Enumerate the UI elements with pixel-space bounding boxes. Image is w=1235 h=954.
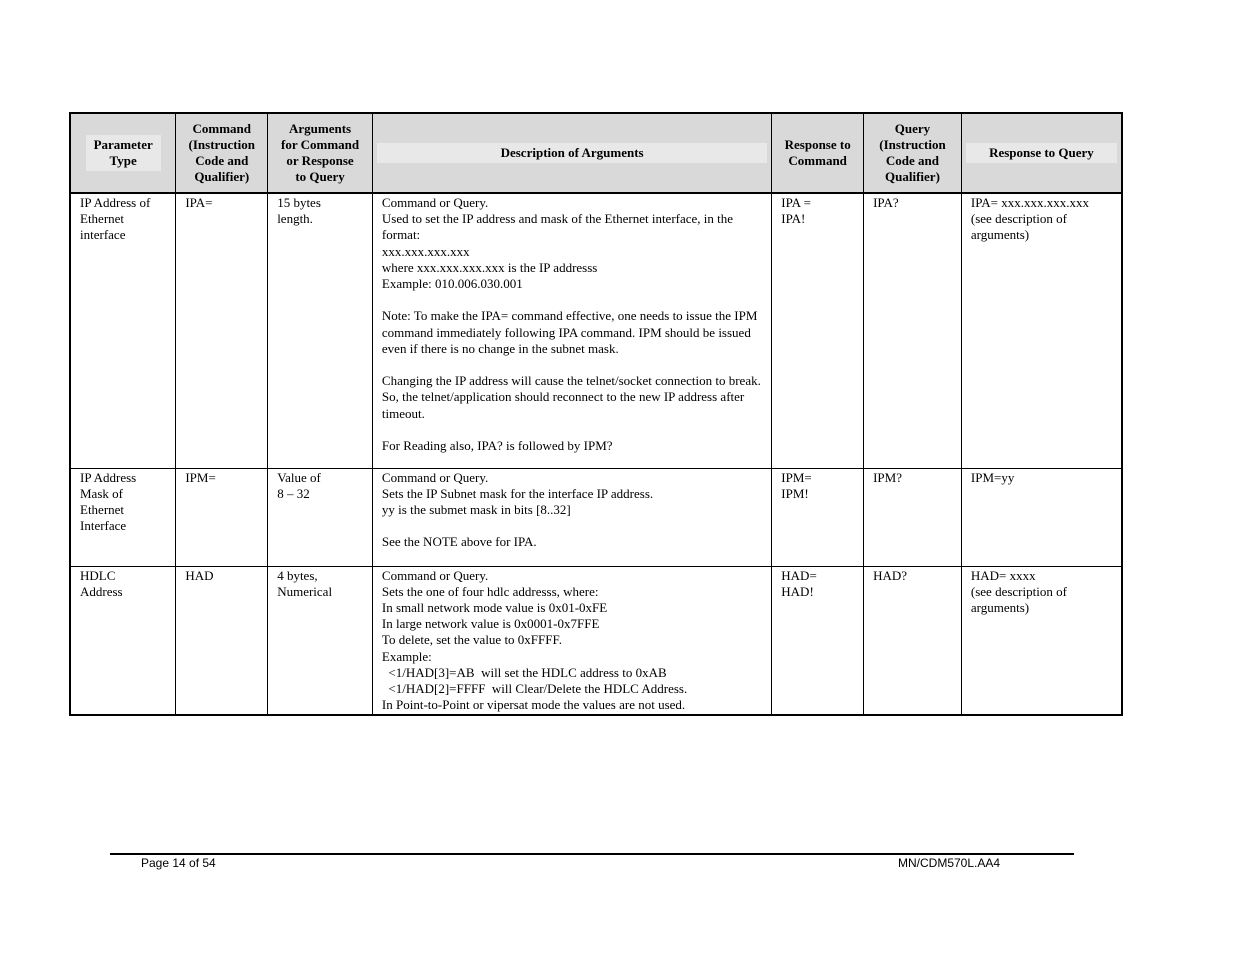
description-line: Sets the IP Subnet mask for the interface IP address. xyxy=(381,485,654,501)
description-line: yy is the submet mask in bits [8..32] xyxy=(381,501,571,517)
command-table xyxy=(69,112,1123,716)
description-line: Example: 010.006.030.001 xyxy=(381,276,523,292)
document-id: MN/CDM570L.AA4 xyxy=(898,856,1001,870)
footer-divider xyxy=(110,853,1074,855)
arguments-cell: 15 bytes length. xyxy=(268,193,373,468)
query-cell: HAD? xyxy=(864,566,962,715)
header-query: Query (Instruction Code and Qualifier) xyxy=(864,113,962,193)
description-line: To delete, set the value to 0xFFFF. xyxy=(381,632,562,648)
param-type-cell: HDLC Address xyxy=(70,566,176,715)
command-cell: IPA= xyxy=(176,193,268,468)
response-to-query-cell: IPM=yy xyxy=(961,468,1122,566)
header-command: Command (Instruction Code and Qualifier) xyxy=(176,113,268,193)
description-line: <1/HAD[2]=FFFF will Clear/Delete the HDLC Address. xyxy=(381,680,688,696)
description-line: <1/HAD[3]=AB will set the HDLC address to 0xAB xyxy=(381,664,667,680)
arguments-cell: Value of 8 – 32 xyxy=(268,468,373,566)
response-to-command-cell: HAD= HAD! xyxy=(772,566,864,715)
header-description: Description of Arguments xyxy=(372,113,771,193)
param-type-cell: IP Address of Ethernet interface xyxy=(70,193,176,468)
response-to-command-cell: IPM= IPM! xyxy=(772,468,864,566)
description-cell xyxy=(372,566,771,715)
description-line: See the NOTE above for IPA. xyxy=(381,534,537,550)
page-number: Page 14 of 54 xyxy=(141,856,216,870)
description-line: where xxx.xxx.xxx.xxx is the IP addresss xyxy=(381,259,598,275)
description-line: Note: To make the IPA= command effective, one needs to issue the IPM command immediately following IPA command. IPM should be issued even if there is no change in the subnet mask. xyxy=(381,308,758,356)
table-row xyxy=(70,468,1122,566)
description-line: Changing the IP address will cause the telnet/socket connection to break. So, the telnet/application should reconnect to the new IP address after timeout. xyxy=(381,373,761,421)
description-line xyxy=(382,518,765,534)
response-to-query-cell: HAD= xxxx (see description of arguments) xyxy=(961,566,1122,715)
description-line: In Point-to-Point or vipersat mode the values are not used. xyxy=(381,697,686,713)
description-line: Command or Query. xyxy=(381,469,489,485)
header-parameter-type: Parameter Type xyxy=(70,113,176,193)
description-line: Sets the one of four hdlc addresss, where: xyxy=(381,583,599,599)
param-type-cell: IP Address Mask of Ethernet Interface xyxy=(70,468,176,566)
description-line xyxy=(382,357,765,373)
table-header-row xyxy=(70,113,1122,193)
description-line: For Reading also, IPA? is followed by IPM? xyxy=(381,438,613,453)
response-to-query-cell: IPA= xxx.xxx.xxx.xxx (see description of arguments) xyxy=(961,193,1122,468)
description-line: xxx.xxx.xxx.xxx xyxy=(381,243,470,259)
header-response-to-query: Response to Query xyxy=(961,113,1122,193)
description-line xyxy=(382,292,765,308)
description-cell xyxy=(372,193,771,468)
command-cell: HAD xyxy=(176,566,268,715)
description-line: In large network value is 0x0001-0x7FFE xyxy=(381,616,600,632)
table-row xyxy=(70,193,1122,468)
response-to-command-cell: IPA = IPA! xyxy=(772,193,864,468)
description-line xyxy=(382,422,765,438)
description-line: Command or Query. xyxy=(381,195,489,210)
description-line: Used to set the IP address and mask of the Ethernet interface, in the format: xyxy=(381,211,734,243)
description-line: Command or Query. xyxy=(381,567,489,583)
command-cell: IPM= xyxy=(176,468,268,566)
description-line: Example: xyxy=(381,648,432,664)
description-cell xyxy=(372,468,771,566)
table-row xyxy=(70,566,1122,715)
description-line: In small network mode value is 0x01-0xFE xyxy=(381,599,608,615)
query-cell: IPM? xyxy=(864,468,962,566)
header-arguments: Arguments for Command or Response to Query xyxy=(268,113,373,193)
header-response-to-command: Response to Command xyxy=(772,113,864,193)
query-cell: IPA? xyxy=(864,193,962,468)
arguments-cell: 4 bytes, Numerical xyxy=(268,566,373,715)
